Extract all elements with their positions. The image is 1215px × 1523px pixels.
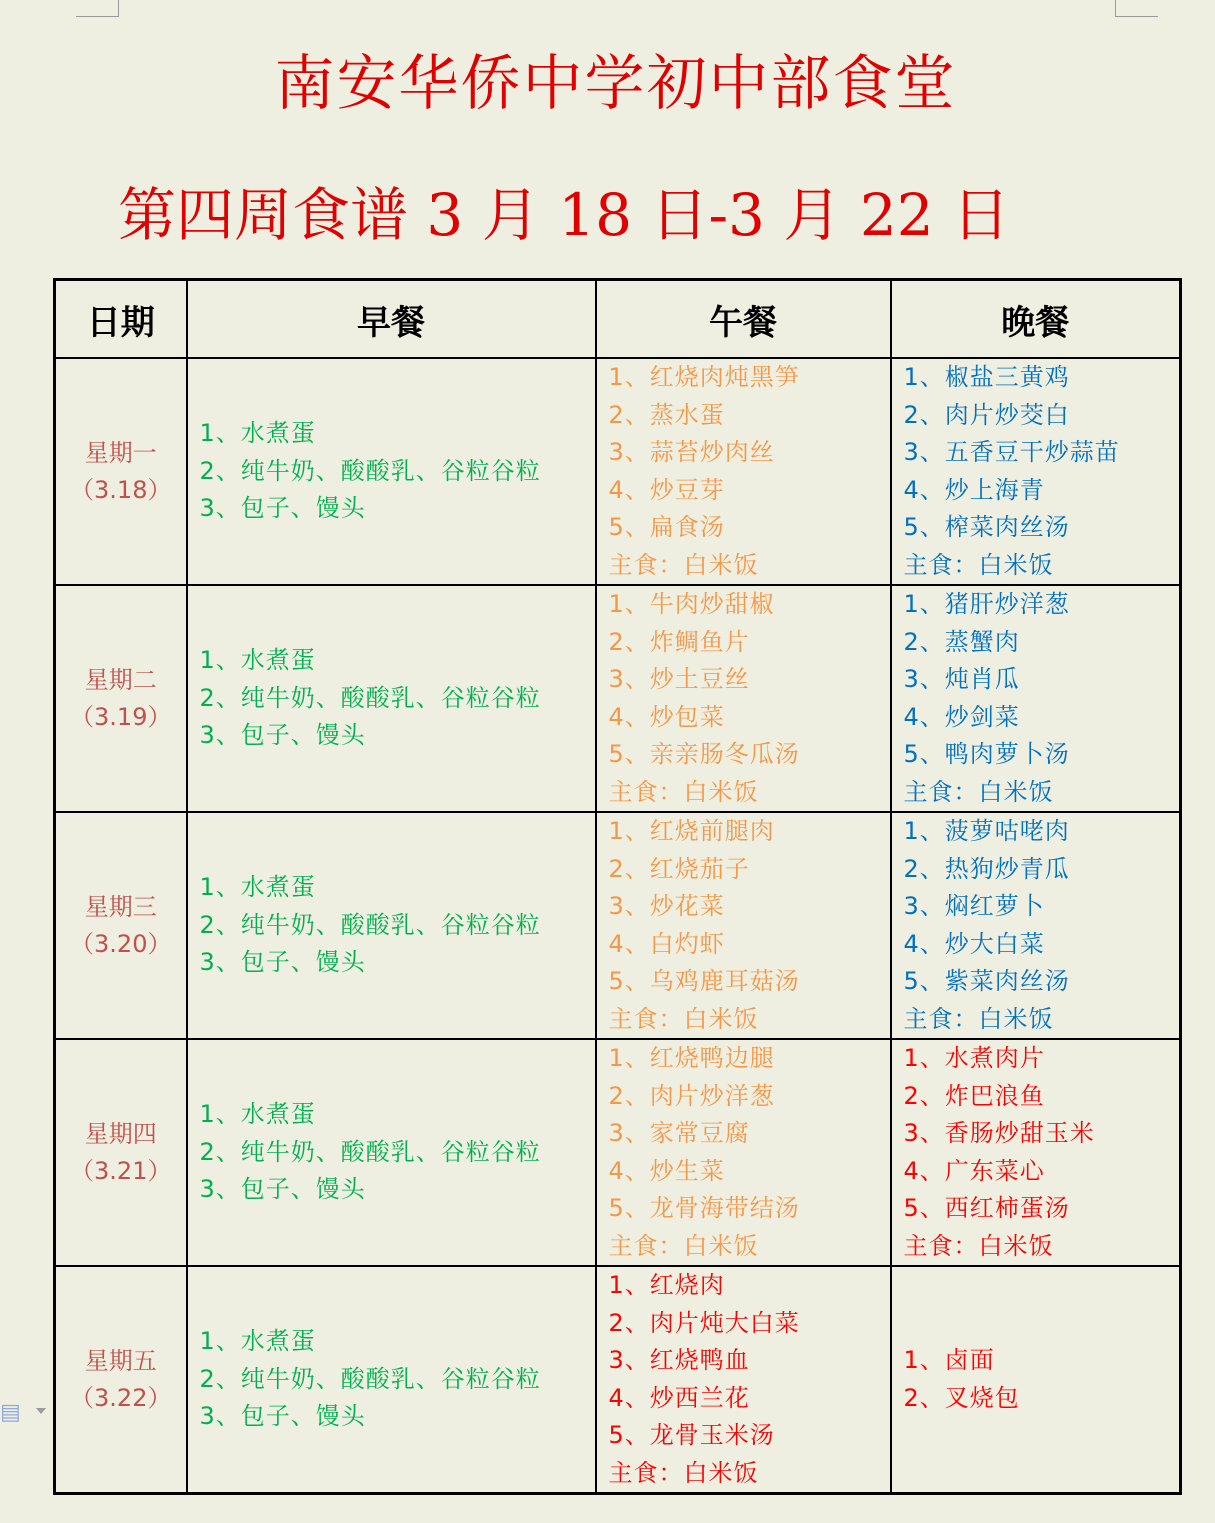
header-lunch: 午餐 [596,280,891,359]
menu-item: 1、水煮蛋 [199,1100,316,1129]
breakfast-list [188,1323,595,1436]
date-cell [55,585,187,812]
menu-item: 主食：白米饭 [608,777,759,806]
dinner-cell [891,1266,1181,1494]
menu-item: 5、扁食汤 [608,513,725,541]
menu-item: 主食：白米饭 [903,550,1054,579]
header-row [55,280,1181,359]
menu-item: 1、卤面 [903,1346,995,1374]
page-subtitle: 第四周食谱 3 月 18 日-3 月 22 日 [118,181,1011,249]
menu-item: 1、红烧前腿肉 [608,817,775,845]
menu-item: 4、白灼虾 [608,929,725,958]
date-cell [55,812,187,1039]
menu-item: 3、五香豆干炒蒜苗 [903,438,1120,466]
lunch-list [597,586,890,811]
document-icon[interactable]: ▤ [0,1400,21,1425]
dinner-list [892,1040,1180,1265]
menu-item: 4、炒剑菜 [903,702,1020,731]
date-cell [55,358,187,585]
menu-item: 3、焖红萝卜 [903,892,1045,920]
menu-item: 4、炒大白菜 [903,929,1045,958]
menu-item: 1、水煮蛋 [199,873,316,902]
menu-item: 2、蒸蟹肉 [903,627,1020,656]
menu-item: 5、龙骨海带结汤 [608,1194,800,1222]
menu-item: 3、包子、馒头 [199,1402,366,1431]
menu-item: 2、肉片炒茭白 [903,400,1070,429]
dinner-cell [891,585,1181,812]
menu-item: 3、包子、馒头 [199,494,366,523]
page-title: 南安华侨中学初中部食堂 [274,49,957,119]
menu-item: 1、红烧肉 [608,1271,725,1299]
lunch-list [597,1267,890,1492]
dinner-list [892,1342,1180,1417]
table-row [55,358,1181,585]
lunch-cell [596,358,891,585]
menu-item: 2、肉片炖大白菜 [608,1308,800,1337]
menu-item: 3、炒土豆丝 [608,665,750,693]
header-dinner: 晚餐 [891,280,1181,359]
menu-item: 5、乌鸡鹿耳菇汤 [608,967,800,995]
menu-item: 主食：白米饭 [608,1458,759,1487]
weekday-label: 星期一 [84,438,157,467]
menu-item: 3、红烧鸭血 [608,1346,750,1374]
breakfast-cell [187,812,596,1039]
lunch-list [597,813,890,1038]
lunch-cell [596,1039,891,1266]
menu-item: 4、炒包菜 [608,702,725,731]
date-label: （3.22） [70,1383,172,1412]
lunch-list [597,359,890,584]
menu-item: 2、肉片炒洋葱 [608,1081,775,1110]
breakfast-cell [187,1039,596,1266]
dinner-list [892,586,1180,811]
menu-item: 3、包子、馒头 [199,948,366,977]
table-row [55,1266,1181,1494]
weekday-label: 星期二 [84,665,157,694]
dinner-list [892,359,1180,584]
menu-item: 4、炒生菜 [608,1156,725,1185]
weekday-label: 星期四 [84,1119,157,1148]
menu-item: 3、蒜苔炒肉丝 [608,438,775,466]
date-cell [55,1039,187,1266]
table-row [55,585,1181,812]
chevron-down-icon[interactable] [36,1408,46,1414]
menu-item: 1、红烧鸭边腿 [608,1044,775,1072]
menu-item: 主食：白米饭 [903,1004,1054,1033]
menu-item: 主食：白米饭 [608,550,759,579]
menu-item: 3、炒花菜 [608,892,725,920]
menu-item: 2、纯牛奶、酸酸乳、谷粒谷粒 [199,456,541,485]
date-label: （3.21） [70,1156,172,1185]
crop-mark-top-right [1115,0,1158,17]
menu-item: 2、纯牛奶、酸酸乳、谷粒谷粒 [199,1137,541,1166]
dinner-cell [891,1039,1181,1266]
menu-item: 3、包子、馒头 [199,721,366,750]
table-row [55,1039,1181,1266]
crop-mark-top-left [76,0,119,17]
date-label: （3.20） [70,929,172,958]
menu-body [55,358,1181,1494]
menu-item: 1、水煮肉片 [903,1044,1045,1072]
menu-item: 1、水煮蛋 [199,646,316,675]
date-label: （3.18） [70,475,172,504]
menu-item: 2、红烧茄子 [608,854,750,883]
lunch-cell [596,1266,891,1494]
breakfast-cell [187,1266,596,1494]
breakfast-list [188,642,595,755]
menu-item: 1、菠萝咕咾肉 [903,817,1070,845]
menu-item: 1、水煮蛋 [199,419,316,448]
lunch-cell [596,585,891,812]
menu-item: 主食：白米饭 [608,1231,759,1260]
lunch-list [597,1040,890,1265]
menu-item: 5、榨菜肉丝汤 [903,513,1070,541]
table-row [55,812,1181,1039]
breakfast-list [188,415,595,528]
menu-item: 2、纯牛奶、酸酸乳、谷粒谷粒 [199,1364,541,1393]
breakfast-cell [187,358,596,585]
date-cell [55,1266,187,1494]
menu-item: 4、炒西兰花 [608,1383,750,1412]
weekday-label: 星期五 [84,1346,157,1375]
dinner-list [892,813,1180,1038]
menu-item: 2、纯牛奶、酸酸乳、谷粒谷粒 [199,910,541,939]
breakfast-list [188,1096,595,1209]
menu-table [53,278,1182,1495]
date-label: （3.19） [70,702,172,731]
dinner-cell [891,358,1181,585]
menu-item: 2、蒸水蛋 [608,400,725,429]
menu-item: 1、猪肝炒洋葱 [903,590,1070,618]
menu-item: 5、鸭肉萝卜汤 [903,740,1070,768]
header-date: 日期 [55,280,187,359]
header-breakfast: 早餐 [187,280,596,359]
menu-item: 2、炸鲷鱼片 [608,627,750,656]
menu-item: 3、香肠炒甜玉米 [903,1119,1095,1147]
menu-item: 3、炖肖瓜 [903,665,1020,693]
menu-item: 1、牛肉炒甜椒 [608,590,775,618]
breakfast-cell [187,585,596,812]
menu-item: 1、椒盐三黄鸡 [903,363,1070,391]
dinner-cell [891,812,1181,1039]
menu-item: 3、家常豆腐 [608,1119,750,1147]
menu-item: 2、叉烧包 [903,1383,1020,1412]
menu-item: 4、广东菜心 [903,1156,1045,1185]
menu-item: 主食：白米饭 [903,1231,1054,1260]
menu-item: 1、水煮蛋 [199,1327,316,1356]
menu-item: 5、龙骨玉米汤 [608,1421,775,1449]
lunch-cell [596,812,891,1039]
menu-item: 4、炒上海青 [903,475,1045,504]
menu-item: 2、热狗炒青瓜 [903,854,1070,883]
breakfast-list [188,869,595,982]
menu-item: 2、炸巴浪鱼 [903,1081,1045,1110]
menu-item: 2、纯牛奶、酸酸乳、谷粒谷粒 [199,683,541,712]
weekday-label: 星期三 [84,892,157,921]
menu-item: 5、紫菜肉丝汤 [903,967,1070,995]
menu-item: 4、炒豆芽 [608,475,725,504]
menu-item: 5、亲亲肠冬瓜汤 [608,740,800,768]
menu-item: 主食：白米饭 [608,1004,759,1033]
menu-item: 主食：白米饭 [903,777,1054,806]
menu-item: 3、包子、馒头 [199,1175,366,1204]
menu-item: 5、西红柿蛋汤 [903,1194,1070,1222]
menu-item: 1、红烧肉炖黑笋 [608,363,800,391]
